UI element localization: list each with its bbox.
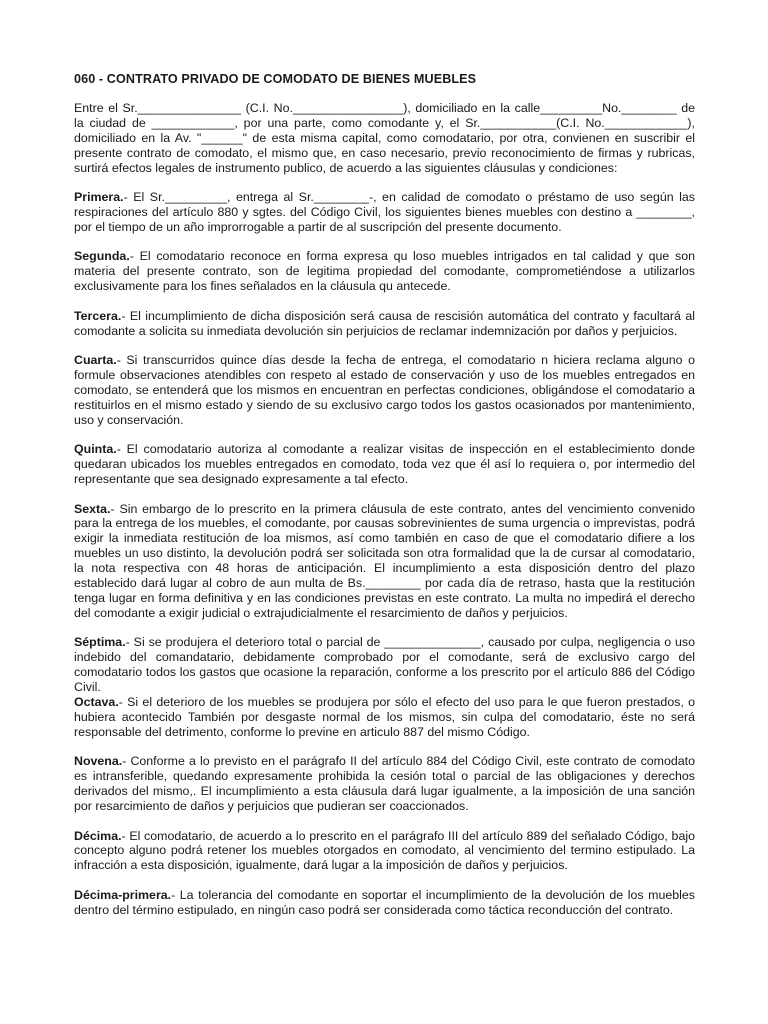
clause-label: Cuarta. — [74, 353, 117, 368]
clause-label: Primera. — [74, 190, 124, 205]
clause-label: Séptima. — [74, 635, 126, 650]
clause-text: - El incumplimiento de dicha disposición será causa de rescisión automática del contrato y facultará al comodante a solicita su inmediata devolución sin perjuicios de reclamar indemnización por daños y perjuicios. — [74, 308, 695, 338]
clause-segunda — [74, 249, 695, 294]
clause-cuarta — [74, 353, 695, 428]
clause-label: Quinta. — [74, 442, 117, 457]
document-title: 060 - CONTRATO PRIVADO DE COMODATO DE BIENES MUEBLES — [74, 72, 477, 86]
clause-decima-primera — [74, 888, 695, 918]
clause-text: - Conforme a lo previsto en el parágrafo II del artículo 884 del Código Civil, este contrato de comodato es intransferible, quedando expresamente prohibida la cesión total o parcial de las obligaciones y derechos derivados del mismo,. El incumplimiento a esta cláusula dará lugar igualmente, a la imposición de una sanción por resarcimiento de daños y perjuicios que pudieran ser coaccionados. — [74, 754, 695, 813]
clause-label: Segunda. — [74, 249, 130, 264]
clause-text: - Si el deterioro de los muebles se produjera por sólo el efecto del uso para le que fueron prestados, o hubiera acontecido También por desgaste normal de los mismos, sin culpa del comodatario, éste no será responsable del detrimento, conforme lo previne en articulo 887 del mismo Código. — [74, 694, 695, 739]
clause-label: Décima-primera. — [74, 887, 172, 902]
clause-label: Sexta. — [74, 501, 111, 516]
intro-paragraph: Entre el Sr._______________ (C.I. No.________________), domiciliado en la calle_________No.________ de la ciudad de ____________, por una parte, como comodante y, el Sr.___________(C.I. No.____________), domiciliado en la Av. "______" de esta misma capital, como comodatario, por otra, convienen en suscribir el presente contrato de comodato, el mismo que, en caso necesario, previo reconocimiento de firmas y rubricas, surtirá efectos legales de instrumento publico, de acuerdo a las siguientes cláusulas y condiciones: — [74, 100, 695, 175]
clause-text: - Si transcurridos quince días desde la fecha de entrega, el comodatario n hiciera reclama alguno o formule observaciones atendibles con respeto al estado de conservación y uso de los muebles entregados en comodato, se entenderá que los mismos en encuentran en perfectas condiciones, obligándose el comodatario a restituirlos en el mismo estado y siendo de su exclusivo cargo todos los gastos ocasionados por mantenimiento, uso y conservación. — [74, 353, 695, 427]
clause-label: Octava. — [74, 694, 119, 709]
clause-label: Tercera. — [74, 308, 122, 323]
clause-novena — [74, 754, 695, 814]
contract-document — [74, 72, 695, 932]
clause-text: - El comodatario autoriza al comodante a realizar visitas de inspección en el establecimiento donde quedaran ubicados los muebles entregados en comodato, toda vez que él así lo requiera o, por intermedio del representante que sea designado expresamente a tal efecto. — [74, 442, 695, 486]
clause-primera — [74, 190, 695, 235]
clause-sexta — [74, 502, 695, 621]
clause-septima — [74, 635, 695, 695]
clause-label: Décima. — [74, 828, 122, 843]
clause-text: - El Sr._________, entrega al Sr.________-, en calidad de comodato o préstamo de uso según las respiraciones del artículo 880 y sgtes. del Código Civil, los siguientes bienes muebles con destino a ________, por el tiempo de un año improrrogable a partir de al suscripción del presente documento. — [74, 190, 695, 234]
clause-quinta — [74, 442, 695, 487]
clause-text: - El comodatario, de acuerdo a lo prescrito en el parágrafo III del artículo 889 del señalado Código, bajo concepto alguno podrá retener los muebles otorgados en comodato, al vencimiento del termino estipulado. La infracción a esta disposición, igualmente, dará lugar a la imposición de daños y perjuicios. — [74, 828, 695, 873]
clause-label: Novena. — [74, 754, 123, 769]
clause-octava — [74, 695, 695, 740]
clause-decima — [74, 829, 695, 874]
clause-text: - Si se produjera el deterioro total o parcial de ______________, causado por culpa, negligencia o uso indebido del comandatario, debidamente comprobado por el comodante, será de exclusivo cargo del comodatario todos los gastos que ocasione la reparación, conforme a los prescrito por el artículo 886 del Código Civil. — [74, 635, 695, 695]
clause-tercera — [74, 309, 695, 339]
clause-text: - El comodatario reconoce en forma expresa qu loso muebles intrigados en tal calidad y que son materia del presente contrato, son de legitima propiedad del comodante, comprometiéndose a utilizarlos exclusivamente para los fines señalados en la cláusula qu antecede. — [74, 249, 695, 294]
clause-text: - Sin embargo de lo prescrito en la primera cláusula de este contrato, antes del vencimiento convenido para la entrega de los muebles, el comodante, por causas sobrevinientes de suma urgencia o imprevistas, podrá exigir la inmediata restitución de loa mismos, así como también en caso de que el comodatario difiere a los muebles un uso distinto, la devolución podrá ser solicitada son otra formalidad que la de cursar al comodatario, la nota respectiva con 48 horas de anticipación. El incumplimiento a esta disposición dentro del plazo establecido dará lugar al cobro de aun multa de Bs.________ por cada día de retraso, hasta que la restitución tenga lugar en forma definitiva y en las condiciones previstas en este contrato. La multa no impedirá el derecho del comodante a exigir judicial o extrajudicialmente el resarcimiento de daños y perjuicios. — [74, 501, 695, 620]
clause-text: - La tolerancia del comodante en soportar el incumplimiento de la devolución de los muebles dentro del término estipulado, en ningún caso podrá ser considerada como táctica reconducción del contrato. — [74, 887, 695, 917]
